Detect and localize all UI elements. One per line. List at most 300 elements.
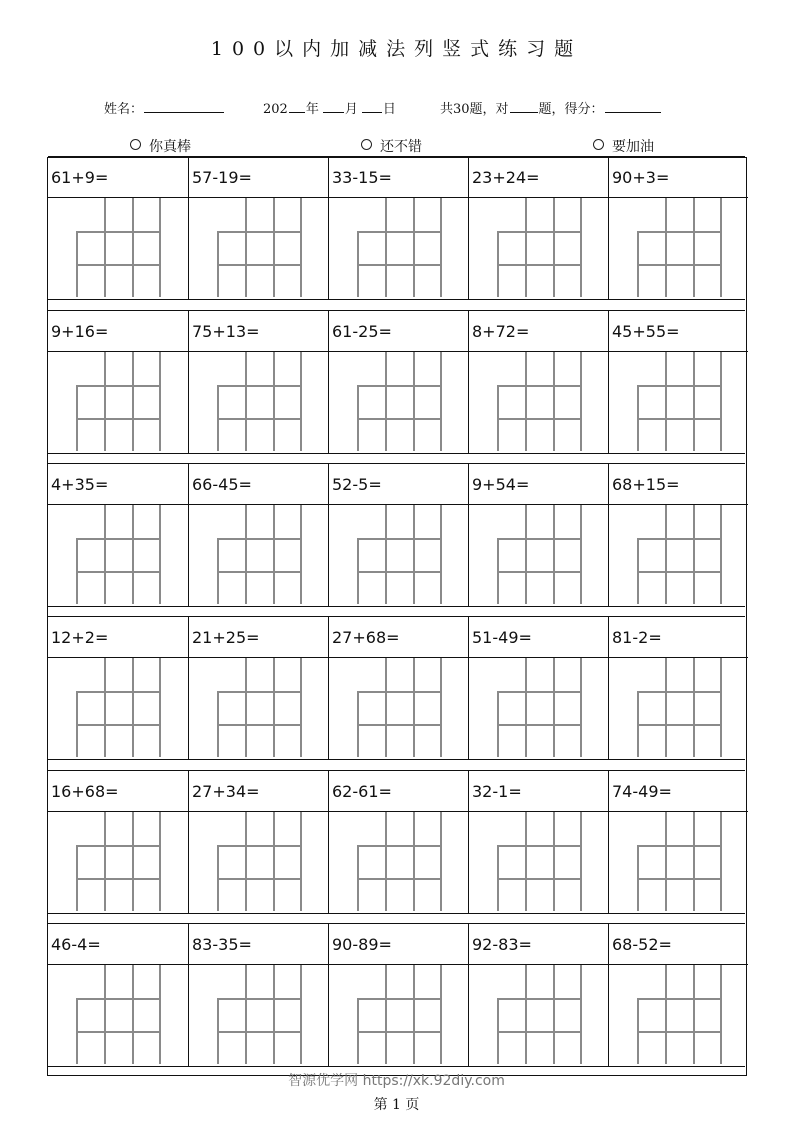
grid-guide-line: [665, 198, 667, 297]
grid-guide-line: [580, 505, 582, 604]
grid-guide-line: [245, 812, 247, 911]
problem-cell: [188, 924, 328, 1066]
grid-guide-line: [693, 505, 695, 604]
grid-guide-line: [525, 198, 527, 297]
grid-guide-line: [300, 965, 302, 1064]
grid-guide-line: [357, 571, 441, 573]
grid-guide-line: [637, 538, 639, 604]
vertical-calc-grid[interactable]: [469, 198, 608, 297]
vertical-calc-grid[interactable]: [189, 812, 328, 911]
grid-guide-line: [76, 264, 160, 266]
name-field[interactable]: [104, 98, 225, 117]
grid-guide-line: [665, 352, 667, 451]
vertical-calc-grid[interactable]: [329, 352, 468, 451]
student-info: [0, 98, 793, 118]
problem-cell: [468, 617, 608, 759]
vertical-calc-grid[interactable]: [609, 505, 748, 604]
grid-guide-line: [385, 812, 387, 911]
grid-guide-line: [104, 658, 106, 757]
problem-row: [48, 463, 745, 607]
grid-guide-line: [357, 538, 359, 604]
problem-cell: [468, 924, 608, 1066]
problem-text: 12+2=: [48, 617, 188, 658]
problem-text: 90-89=: [329, 924, 468, 965]
circle-icon: [361, 139, 372, 150]
problem-grid: [47, 157, 747, 1076]
vertical-calc-grid[interactable]: [48, 352, 188, 451]
self-rating: [0, 136, 793, 156]
problem-cell: [48, 924, 188, 1066]
problem-text: 32-1=: [469, 771, 608, 812]
problem-text: 8+72=: [469, 311, 608, 352]
vertical-calc-grid[interactable]: [189, 658, 328, 757]
problem-cell: [468, 311, 608, 453]
grid-guide-line: [357, 418, 441, 420]
grid-guide-line: [357, 691, 359, 757]
vertical-calc-grid[interactable]: [609, 658, 748, 757]
vertical-calc-grid[interactable]: [329, 658, 468, 757]
grid-guide-line: [76, 538, 160, 540]
problem-cell: [328, 771, 468, 913]
grid-guide-line: [132, 198, 134, 297]
problem-cell: [48, 771, 188, 913]
vertical-calc-grid[interactable]: [48, 505, 188, 604]
grid-guide-line: [357, 878, 441, 880]
grid-guide-line: [76, 571, 160, 573]
grid-guide-line: [76, 878, 160, 880]
grid-guide-line: [217, 385, 301, 387]
problem-cell: [188, 311, 328, 453]
grid-guide-line: [245, 965, 247, 1064]
grid-guide-line: [76, 998, 160, 1000]
grid-guide-line: [720, 198, 722, 297]
grid-guide-line: [497, 538, 499, 604]
vertical-calc-grid[interactable]: [329, 505, 468, 604]
grid-guide-line: [159, 352, 161, 451]
rating-option-label: 还不错: [380, 139, 422, 155]
problem-text: 61+9=: [48, 157, 188, 198]
grid-guide-line: [440, 965, 442, 1064]
problem-row: [48, 923, 745, 1067]
problem-text: 51-49=: [469, 617, 608, 658]
page-number: 第 1 页: [373, 1097, 420, 1113]
vertical-calc-grid[interactable]: [469, 965, 608, 1064]
grid-guide-line: [132, 352, 134, 451]
grid-guide-line: [385, 352, 387, 451]
grid-guide-line: [273, 505, 275, 604]
grid-guide-line: [273, 965, 275, 1064]
grid-guide-line: [76, 691, 160, 693]
problem-text: 68+15=: [609, 464, 748, 505]
grid-guide-line: [159, 505, 161, 604]
grid-guide-line: [132, 812, 134, 911]
grid-guide-line: [159, 965, 161, 1064]
grid-guide-line: [385, 198, 387, 297]
month-blank[interactable]: [323, 99, 344, 113]
day-label: 日: [382, 102, 396, 117]
problem-text: 62-61=: [329, 771, 468, 812]
grid-guide-line: [76, 998, 78, 1064]
vertical-calc-grid[interactable]: [189, 505, 328, 604]
grid-guide-line: [357, 385, 441, 387]
grid-guide-line: [637, 724, 721, 726]
problem-cell: [468, 771, 608, 913]
grid-guide-line: [637, 385, 639, 451]
vertical-calc-grid[interactable]: [329, 965, 468, 1064]
grid-guide-line: [413, 658, 415, 757]
grid-guide-line: [357, 264, 441, 266]
grid-guide-line: [217, 724, 301, 726]
grid-guide-line: [553, 658, 555, 757]
grid-guide-line: [720, 812, 722, 911]
problem-cell: [328, 157, 468, 299]
problem-text: 66-45=: [189, 464, 328, 505]
vertical-calc-grid[interactable]: [48, 812, 188, 911]
problem-text: 46-4=: [48, 924, 188, 965]
grid-guide-line: [76, 1031, 160, 1033]
grid-guide-line: [497, 878, 581, 880]
grid-guide-line: [497, 385, 499, 451]
problem-text: 27+34=: [189, 771, 328, 812]
grid-guide-line: [385, 658, 387, 757]
grid-guide-line: [497, 691, 499, 757]
grid-guide-line: [637, 418, 721, 420]
grid-guide-line: [413, 198, 415, 297]
grid-guide-line: [385, 965, 387, 1064]
problem-cell: [468, 464, 608, 606]
vertical-calc-grid[interactable]: [469, 352, 608, 451]
grid-guide-line: [217, 418, 301, 420]
grid-guide-line: [357, 724, 441, 726]
grid-guide-line: [104, 965, 106, 1064]
grid-guide-line: [637, 998, 639, 1064]
problem-text: 4+35=: [48, 464, 188, 505]
problem-cell: [188, 617, 328, 759]
grid-guide-line: [217, 878, 301, 880]
grid-guide-line: [217, 385, 219, 451]
problem-row: [48, 616, 745, 760]
problem-cell: [608, 157, 748, 299]
problem-cell: [608, 617, 748, 759]
grid-guide-line: [665, 505, 667, 604]
grid-guide-line: [497, 231, 499, 297]
grid-guide-line: [497, 998, 499, 1064]
grid-guide-line: [665, 658, 667, 757]
problem-cell: [608, 771, 748, 913]
grid-guide-line: [525, 658, 527, 757]
problem-text: 92-83=: [469, 924, 608, 965]
grid-guide-line: [525, 965, 527, 1064]
grid-guide-line: [245, 658, 247, 757]
vertical-calc-grid[interactable]: [469, 505, 608, 604]
grid-guide-line: [273, 198, 275, 297]
problem-cell: [328, 311, 468, 453]
vertical-calc-grid[interactable]: [469, 658, 608, 757]
problem-text: 27+68=: [329, 617, 468, 658]
grid-guide-line: [693, 352, 695, 451]
problem-row: [48, 310, 745, 454]
vertical-calc-grid[interactable]: [48, 965, 188, 1064]
grid-guide-line: [217, 998, 219, 1064]
grid-guide-line: [693, 812, 695, 911]
vertical-calc-grid[interactable]: [609, 812, 748, 911]
grid-guide-line: [76, 538, 78, 604]
grid-guide-line: [637, 1031, 721, 1033]
problem-text: 61-25=: [329, 311, 468, 352]
grid-guide-line: [637, 691, 721, 693]
grid-guide-line: [665, 812, 667, 911]
grid-guide-line: [693, 965, 695, 1064]
grid-guide-line: [440, 505, 442, 604]
grid-guide-line: [245, 505, 247, 604]
grid-guide-line: [693, 658, 695, 757]
grid-guide-line: [217, 538, 301, 540]
grid-guide-line: [440, 352, 442, 451]
grid-guide-line: [497, 231, 581, 233]
grid-guide-line: [665, 965, 667, 1064]
vertical-calc-grid[interactable]: [48, 198, 188, 297]
grid-guide-line: [159, 198, 161, 297]
total-label: 共30题，对: [440, 102, 509, 117]
grid-guide-line: [497, 264, 581, 266]
grid-guide-line: [553, 198, 555, 297]
grid-guide-line: [76, 231, 160, 233]
grid-guide-line: [720, 965, 722, 1064]
grid-guide-line: [497, 1031, 581, 1033]
grid-guide-line: [357, 385, 359, 451]
grid-guide-line: [580, 352, 582, 451]
page-title: 100以内加减法列竖式练习题: [210, 38, 583, 60]
problem-text: 90+3=: [609, 157, 748, 198]
day-blank[interactable]: [362, 99, 382, 113]
correct-blank[interactable]: [510, 99, 538, 113]
score-field[interactable]: [440, 98, 662, 117]
grid-guide-line: [693, 198, 695, 297]
vertical-calc-grid[interactable]: [329, 198, 468, 297]
grid-guide-line: [525, 352, 527, 451]
grid-guide-line: [217, 231, 219, 297]
grid-guide-line: [720, 505, 722, 604]
grid-guide-line: [413, 352, 415, 451]
problem-text: 9+16=: [48, 311, 188, 352]
problem-cell: [608, 464, 748, 606]
month-label: 月: [344, 102, 358, 117]
score-blank[interactable]: [605, 99, 661, 113]
grid-guide-line: [217, 231, 301, 233]
problem-cell: [188, 771, 328, 913]
grid-guide-line: [217, 845, 219, 911]
name-label: 姓名：: [104, 102, 144, 117]
grid-guide-line: [273, 352, 275, 451]
grid-guide-line: [413, 965, 415, 1064]
grid-guide-line: [413, 505, 415, 604]
grid-guide-line: [720, 658, 722, 757]
grid-guide-line: [76, 385, 78, 451]
vertical-calc-grid[interactable]: [189, 965, 328, 1064]
grid-guide-line: [525, 812, 527, 911]
grid-guide-line: [357, 998, 359, 1064]
grid-guide-line: [553, 812, 555, 911]
grid-guide-line: [637, 691, 639, 757]
grid-guide-line: [104, 198, 106, 297]
vertical-calc-grid[interactable]: [329, 812, 468, 911]
problem-cell: [48, 311, 188, 453]
grid-guide-line: [357, 1031, 441, 1033]
vertical-calc-grid[interactable]: [609, 965, 748, 1064]
problem-text: 23+24=: [469, 157, 608, 198]
date-field[interactable]: [263, 98, 396, 117]
grid-guide-line: [637, 845, 721, 847]
grid-guide-line: [497, 385, 581, 387]
problem-text: 52-5=: [329, 464, 468, 505]
grid-guide-line: [553, 505, 555, 604]
grid-guide-line: [273, 658, 275, 757]
grid-guide-line: [385, 505, 387, 604]
vertical-calc-grid[interactable]: [469, 812, 608, 911]
grid-guide-line: [497, 418, 581, 420]
year-label: 年: [305, 102, 319, 117]
grid-guide-line: [104, 352, 106, 451]
grid-guide-line: [217, 691, 219, 757]
grid-guide-line: [104, 505, 106, 604]
circle-icon: [593, 139, 604, 150]
grid-guide-line: [637, 385, 721, 387]
problem-text: 83-35=: [189, 924, 328, 965]
grid-guide-line: [440, 812, 442, 911]
grid-guide-line: [720, 352, 722, 451]
grid-guide-line: [300, 198, 302, 297]
grid-guide-line: [357, 845, 441, 847]
grid-guide-line: [217, 1031, 301, 1033]
grid-guide-line: [76, 691, 78, 757]
grid-guide-line: [580, 812, 582, 911]
grid-guide-line: [217, 264, 301, 266]
grid-guide-line: [76, 845, 78, 911]
grid-guide-line: [497, 538, 581, 540]
rating-option-3[interactable]: [593, 136, 654, 156]
grid-guide-line: [580, 198, 582, 297]
grid-guide-line: [217, 538, 219, 604]
grid-guide-line: [300, 658, 302, 757]
grid-guide-line: [159, 658, 161, 757]
name-blank[interactable]: [144, 99, 224, 113]
vertical-calc-grid[interactable]: [48, 658, 188, 757]
grid-guide-line: [217, 571, 301, 573]
problem-cell: [188, 157, 328, 299]
grid-guide-line: [637, 231, 721, 233]
problem-cell: [188, 464, 328, 606]
problem-text: 21+25=: [189, 617, 328, 658]
grid-guide-line: [245, 198, 247, 297]
problem-cell: [48, 464, 188, 606]
problem-row: [48, 156, 745, 300]
grid-guide-line: [76, 231, 78, 297]
grid-guide-line: [525, 505, 527, 604]
problem-text: 45+55=: [609, 311, 748, 352]
problem-text: 75+13=: [189, 311, 328, 352]
vertical-calc-grid[interactable]: [609, 198, 748, 297]
grid-guide-line: [76, 418, 160, 420]
rating-option-2[interactable]: [361, 136, 422, 156]
grid-guide-line: [357, 845, 359, 911]
problem-text: 74-49=: [609, 771, 748, 812]
grid-guide-line: [104, 812, 106, 911]
problem-cell: [608, 924, 748, 1066]
grid-guide-line: [300, 505, 302, 604]
problem-text: 57-19=: [189, 157, 328, 198]
grid-guide-line: [76, 385, 160, 387]
grid-guide-line: [497, 845, 499, 911]
rating-option-label: 你真棒: [149, 139, 191, 155]
grid-guide-line: [637, 845, 639, 911]
grid-guide-line: [440, 198, 442, 297]
problem-text: 33-15=: [329, 157, 468, 198]
grid-guide-line: [357, 691, 441, 693]
grid-guide-line: [132, 658, 134, 757]
grid-guide-line: [580, 658, 582, 757]
problem-text: 9+54=: [469, 464, 608, 505]
problem-cell: [48, 157, 188, 299]
grid-guide-line: [637, 571, 721, 573]
grid-guide-line: [580, 965, 582, 1064]
grid-guide-line: [553, 352, 555, 451]
grid-guide-line: [637, 264, 721, 266]
grid-guide-line: [637, 998, 721, 1000]
grid-guide-line: [497, 724, 581, 726]
problem-cell: [328, 464, 468, 606]
grid-guide-line: [637, 231, 639, 297]
grid-guide-line: [553, 965, 555, 1064]
grid-guide-line: [440, 658, 442, 757]
problem-cell: [608, 311, 748, 453]
grid-guide-line: [245, 352, 247, 451]
grid-guide-line: [637, 538, 721, 540]
grid-guide-line: [76, 724, 160, 726]
grid-guide-line: [637, 878, 721, 880]
year-blank[interactable]: [289, 99, 305, 113]
problem-cell: [48, 617, 188, 759]
grid-guide-line: [357, 231, 441, 233]
grid-guide-line: [357, 538, 441, 540]
grid-guide-line: [497, 571, 581, 573]
grid-guide-line: [357, 231, 359, 297]
grid-guide-line: [217, 998, 301, 1000]
grid-guide-line: [497, 691, 581, 693]
grid-guide-line: [300, 812, 302, 911]
grid-guide-line: [300, 352, 302, 451]
problem-text: 81-2=: [609, 617, 748, 658]
circle-icon: [130, 139, 141, 150]
vertical-calc-grid[interactable]: [189, 352, 328, 451]
grid-guide-line: [497, 845, 581, 847]
vertical-calc-grid[interactable]: [609, 352, 748, 451]
rating-option-label: 要加油: [612, 139, 654, 155]
grid-guide-line: [357, 998, 441, 1000]
grid-guide-line: [413, 812, 415, 911]
grid-guide-line: [217, 845, 301, 847]
vertical-calc-grid[interactable]: [189, 198, 328, 297]
grid-guide-line: [132, 965, 134, 1064]
watermark: 智源优学网 https://xk.92diy.com: [288, 1073, 505, 1089]
problem-row: [48, 770, 745, 914]
grid-guide-line: [132, 505, 134, 604]
problem-cell: [468, 157, 608, 299]
problem-text: 68-52=: [609, 924, 748, 965]
problem-text: 16+68=: [48, 771, 188, 812]
grid-guide-line: [159, 812, 161, 911]
rating-option-1[interactable]: [130, 136, 191, 156]
grid-guide-line: [273, 812, 275, 911]
